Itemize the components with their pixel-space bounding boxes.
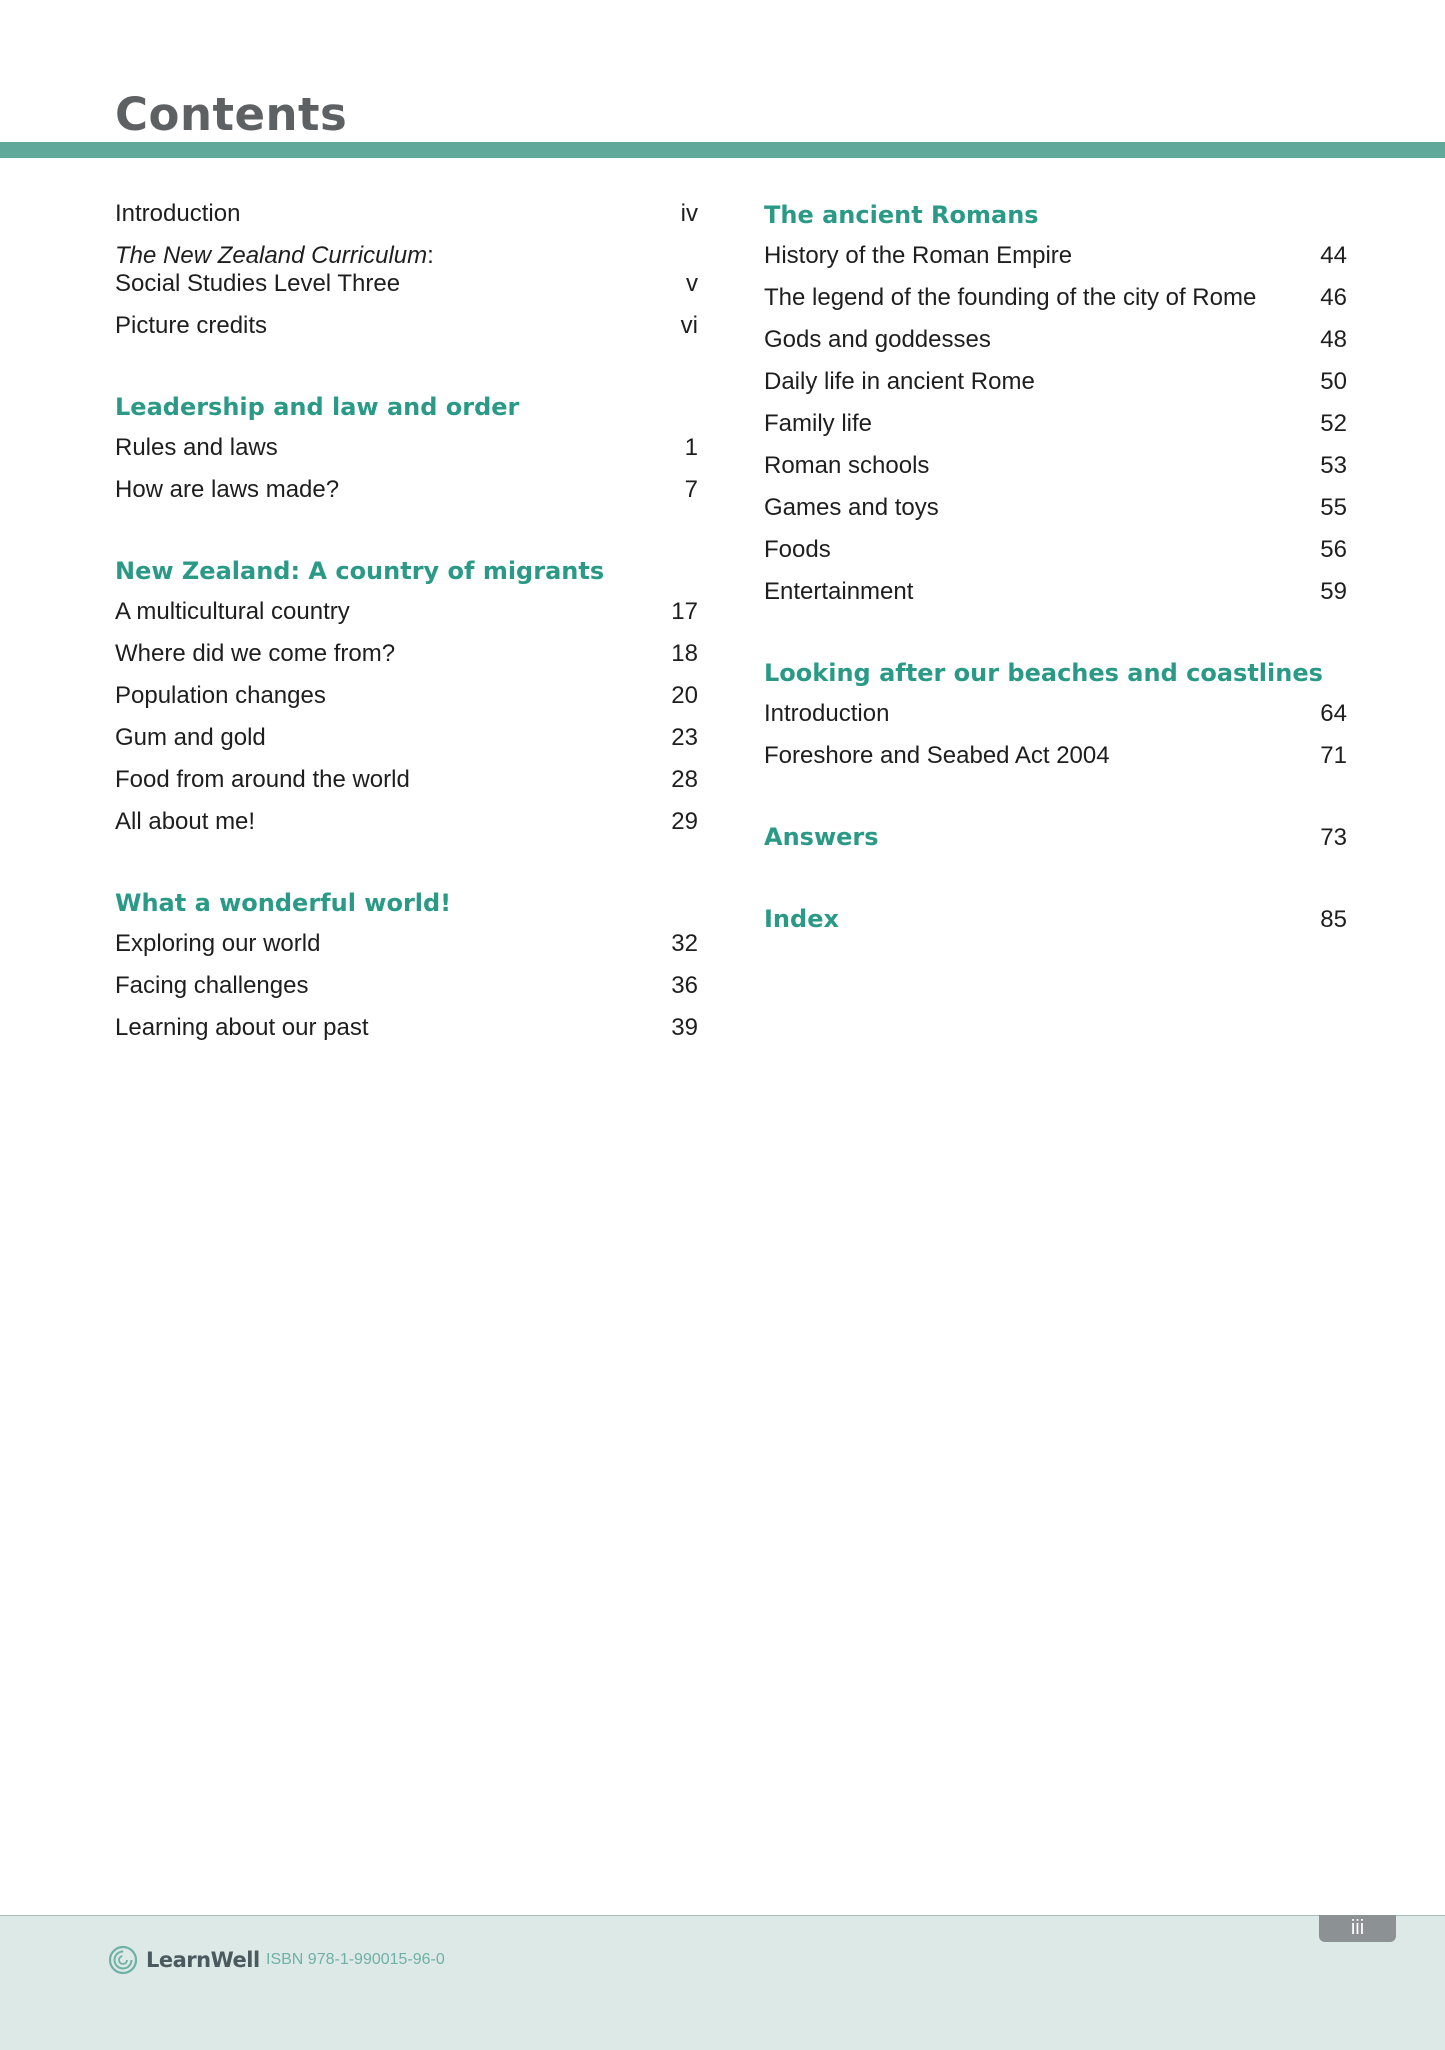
section-answers: [764, 822, 1347, 852]
toc-entry[interactable]: Gum and gold 23: [115, 724, 698, 751]
contents-left-column: [115, 200, 698, 1056]
title-rule: [0, 142, 1445, 158]
learnwell-logo: LearnWell: [108, 1945, 260, 1975]
toc-entry[interactable]: Entertainment 59: [764, 578, 1347, 605]
toc-entry[interactable]: Population changes 20: [115, 682, 698, 709]
section-index: [764, 904, 1347, 934]
section-heading[interactable]: Leadership and law and order: [115, 393, 520, 421]
front-matter: [115, 200, 698, 340]
section-leadership: [115, 392, 698, 504]
toc-entry[interactable]: Facing challenges 36: [115, 972, 698, 999]
section-heading: Index: [764, 905, 839, 933]
toc-entry[interactable]: Exploring our world 32: [115, 930, 698, 957]
toc-entry[interactable]: History of the Roman Empire 44: [764, 242, 1347, 269]
section-heading[interactable]: New Zealand: A country of migrants: [115, 557, 605, 585]
section-heading[interactable]: What a wonderful world!: [115, 889, 452, 917]
toc-entry[interactable]: Introduction iv: [115, 200, 698, 227]
toc-entry[interactable]: Family life 52: [764, 410, 1347, 437]
section-heading[interactable]: Looking after our beaches and coastlines: [764, 659, 1323, 687]
page-title: Contents: [115, 88, 348, 141]
toc-entry[interactable]: Where did we come from? 18: [115, 640, 698, 667]
toc-entry[interactable]: A multicultural country 17: [115, 598, 698, 625]
section-ancient-romans: [764, 200, 1347, 606]
isbn: ISBN 978-1-990015-96-0: [266, 1951, 445, 1968]
spiral-icon: [108, 1945, 138, 1975]
page-number: iii: [1319, 1915, 1396, 1942]
page-footer: [0, 1915, 1445, 2050]
toc-entry[interactable]: All about me! 29: [115, 808, 698, 835]
section-heading[interactable]: The ancient Romans: [764, 201, 1039, 229]
toc-entry[interactable]: Roman schools 53: [764, 452, 1347, 479]
toc-entry[interactable]: Index 85: [764, 905, 1347, 933]
toc-entry[interactable]: Answers 73: [764, 823, 1347, 851]
toc-entry[interactable]: Foods 56: [764, 536, 1347, 563]
toc-entry[interactable]: The New Zealand Curriculum: Social Studies Level Three v: [115, 242, 698, 297]
contents-right-column: [764, 200, 1347, 946]
section-heading: Answers: [764, 823, 879, 851]
toc-entry[interactable]: Learning about our past 39: [115, 1014, 698, 1041]
toc-entry[interactable]: Foreshore and Seabed Act 2004 71: [764, 742, 1347, 769]
section-wonderful-world: [115, 888, 698, 1042]
section-beaches: [764, 658, 1347, 770]
toc-entry[interactable]: Picture credits vi: [115, 312, 698, 339]
section-migrants: [115, 556, 698, 836]
toc-entry[interactable]: How are laws made? 7: [115, 476, 698, 503]
toc-entry[interactable]: Introduction 64: [764, 700, 1347, 727]
toc-entry[interactable]: The legend of the founding of the city of Rome 46: [764, 284, 1347, 311]
toc-entry[interactable]: Games and toys 55: [764, 494, 1347, 521]
toc-entry[interactable]: Rules and laws 1: [115, 434, 698, 461]
toc-entry[interactable]: Gods and goddesses 48: [764, 326, 1347, 353]
toc-entry[interactable]: Food from around the world 28: [115, 766, 698, 793]
toc-entry[interactable]: Daily life in ancient Rome 50: [764, 368, 1347, 395]
